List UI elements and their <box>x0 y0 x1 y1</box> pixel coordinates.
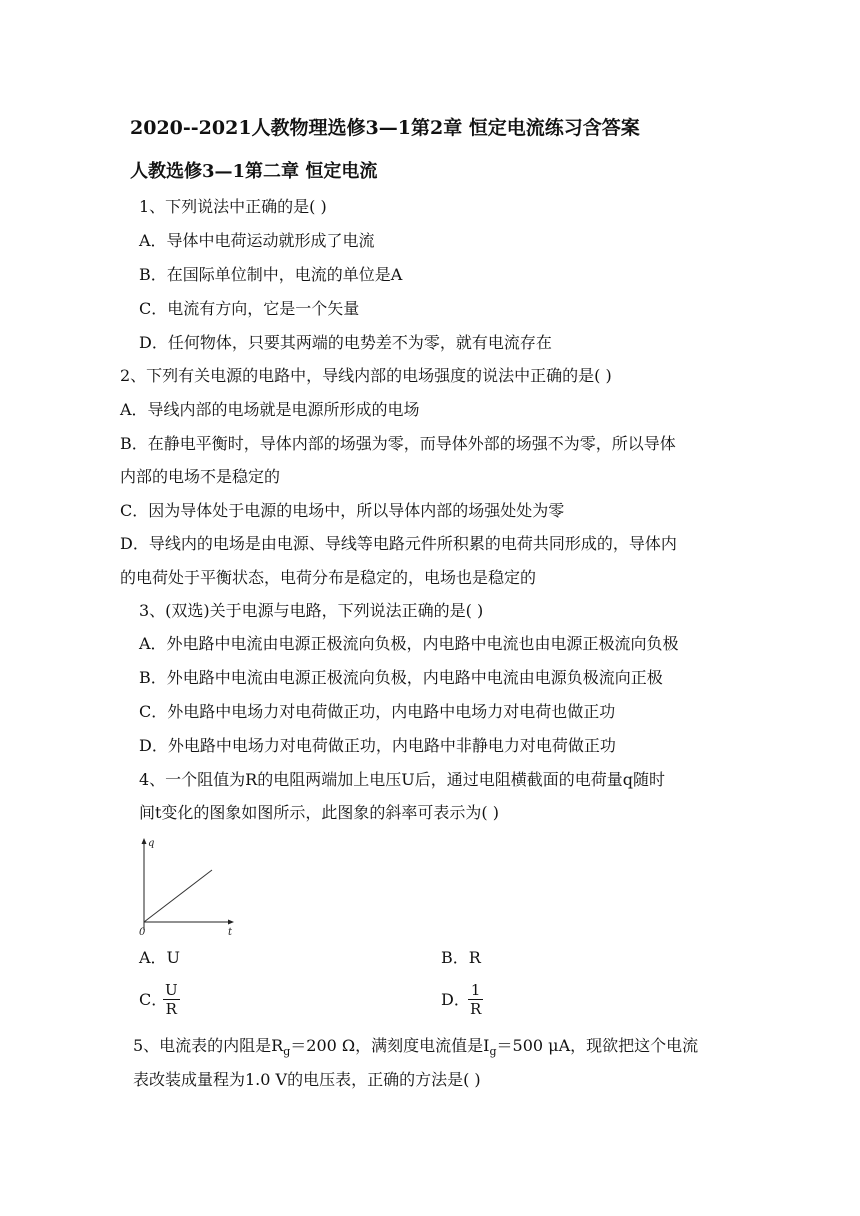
question-3-option-d: D．外电路中电场力对电荷做正功，内电路中非静电力对电荷做正功 <box>139 736 616 755</box>
question-4-option-b: B．R <box>441 948 481 967</box>
question-4-option-d-prefix: D． <box>441 990 470 1009</box>
graph-y-arrow <box>142 838 147 844</box>
question-2-stem: 2、下列有关电源的电路中，导线内部的电场强度的说法中正确的是( ) <box>120 366 612 385</box>
question-2-option-b-line2: 内部的电场不是稳定的 <box>120 467 281 486</box>
question-2-option-b-line1: B．在静电平衡时，导体内部的场强为零，而导体外部的场强不为零，所以导体 <box>120 434 676 453</box>
graph-x-label: t <box>228 927 233 938</box>
question-3-option-c: C．外电路中电场力对电荷做正功，内电路中电场力对电荷也做正功 <box>139 702 616 721</box>
question-1-option-c: C．电流有方向，它是一个矢量 <box>139 299 360 318</box>
fraction-numerator: 1 <box>468 981 483 1000</box>
question-1-option-a: A．导体中电荷运动就形成了电流 <box>139 231 375 250</box>
question-2-option-a: A．导线内部的电场就是电源所形成的电场 <box>120 400 420 419</box>
question-5-stem-line2: 表改装成量程为1.0 V的电压表，正确的方法是( ) <box>133 1070 481 1089</box>
document-title: 2020--2021人教物理选修3—1第2章 恒定电流练习含答案 <box>130 117 640 139</box>
fraction-denominator: R <box>165 1000 177 1018</box>
question-2-option-d-line1: D．导线内的电场是由电源、导线等电路元件所积累的电荷共同形成的，导体内 <box>120 534 677 553</box>
graph-y-label: q <box>148 838 155 849</box>
question-3-stem: 3、(双选)关于电源与电路，下列说法正确的是( ) <box>139 601 484 620</box>
question-4-option-c-prefix: C． <box>139 990 168 1009</box>
graph-data-line <box>144 870 212 922</box>
question-3-option-b: B．外电路中电流由电源正极流向负极，内电路中电流由电源负极流向正极 <box>139 668 663 687</box>
question-5-stem-line1: 5、电流表的内阻是$R_g=200$ Ω，满刻度电流值是$I_g=500$ μA，现欲把这个电流 <box>133 1036 699 1059</box>
graph-x-arrow <box>228 920 234 925</box>
fraction-numerator: U <box>165 981 178 999</box>
question-4-stem-line1: 4、一个阻值为R的电阻两端加上电压U后，通过电阻横截面的电荷量q随时 <box>139 770 665 789</box>
graph-origin-label: 0 <box>139 927 146 938</box>
question-4-option-c-fraction <box>163 981 180 1018</box>
fraction-denominator: R <box>470 1000 482 1018</box>
question-1-option-b: B．在国际单位制中，电流的单位是A <box>139 265 403 284</box>
question-3-option-a: A．外电路中电流由电源正极流向负极，内电路中电流也由电源正极流向负极 <box>139 634 679 653</box>
question-4-option-a: A．U <box>139 948 181 967</box>
question-4-option-d-fraction <box>468 981 483 1018</box>
question-4-stem-line2: 间t变化的图象如图所示，此图象的斜率可表示为( ) <box>139 803 500 822</box>
question-2-option-d-line2: 的电荷处于平衡状态，电荷分布是稳定的，电场也是稳定的 <box>120 568 537 587</box>
chapter-subtitle: 人教选修3—1第二章 恒定电流 <box>130 161 378 182</box>
question-2-option-c: C．因为导体处于电源的电场中，所以导体内部的场强处处为零 <box>120 501 565 520</box>
q-t-graph <box>128 834 240 938</box>
question-1-option-d: D．任何物体，只要其两端的电势差不为零，就有电流存在 <box>139 333 552 352</box>
question-1-stem: 1、下列说法中正确的是( ) <box>139 197 327 216</box>
